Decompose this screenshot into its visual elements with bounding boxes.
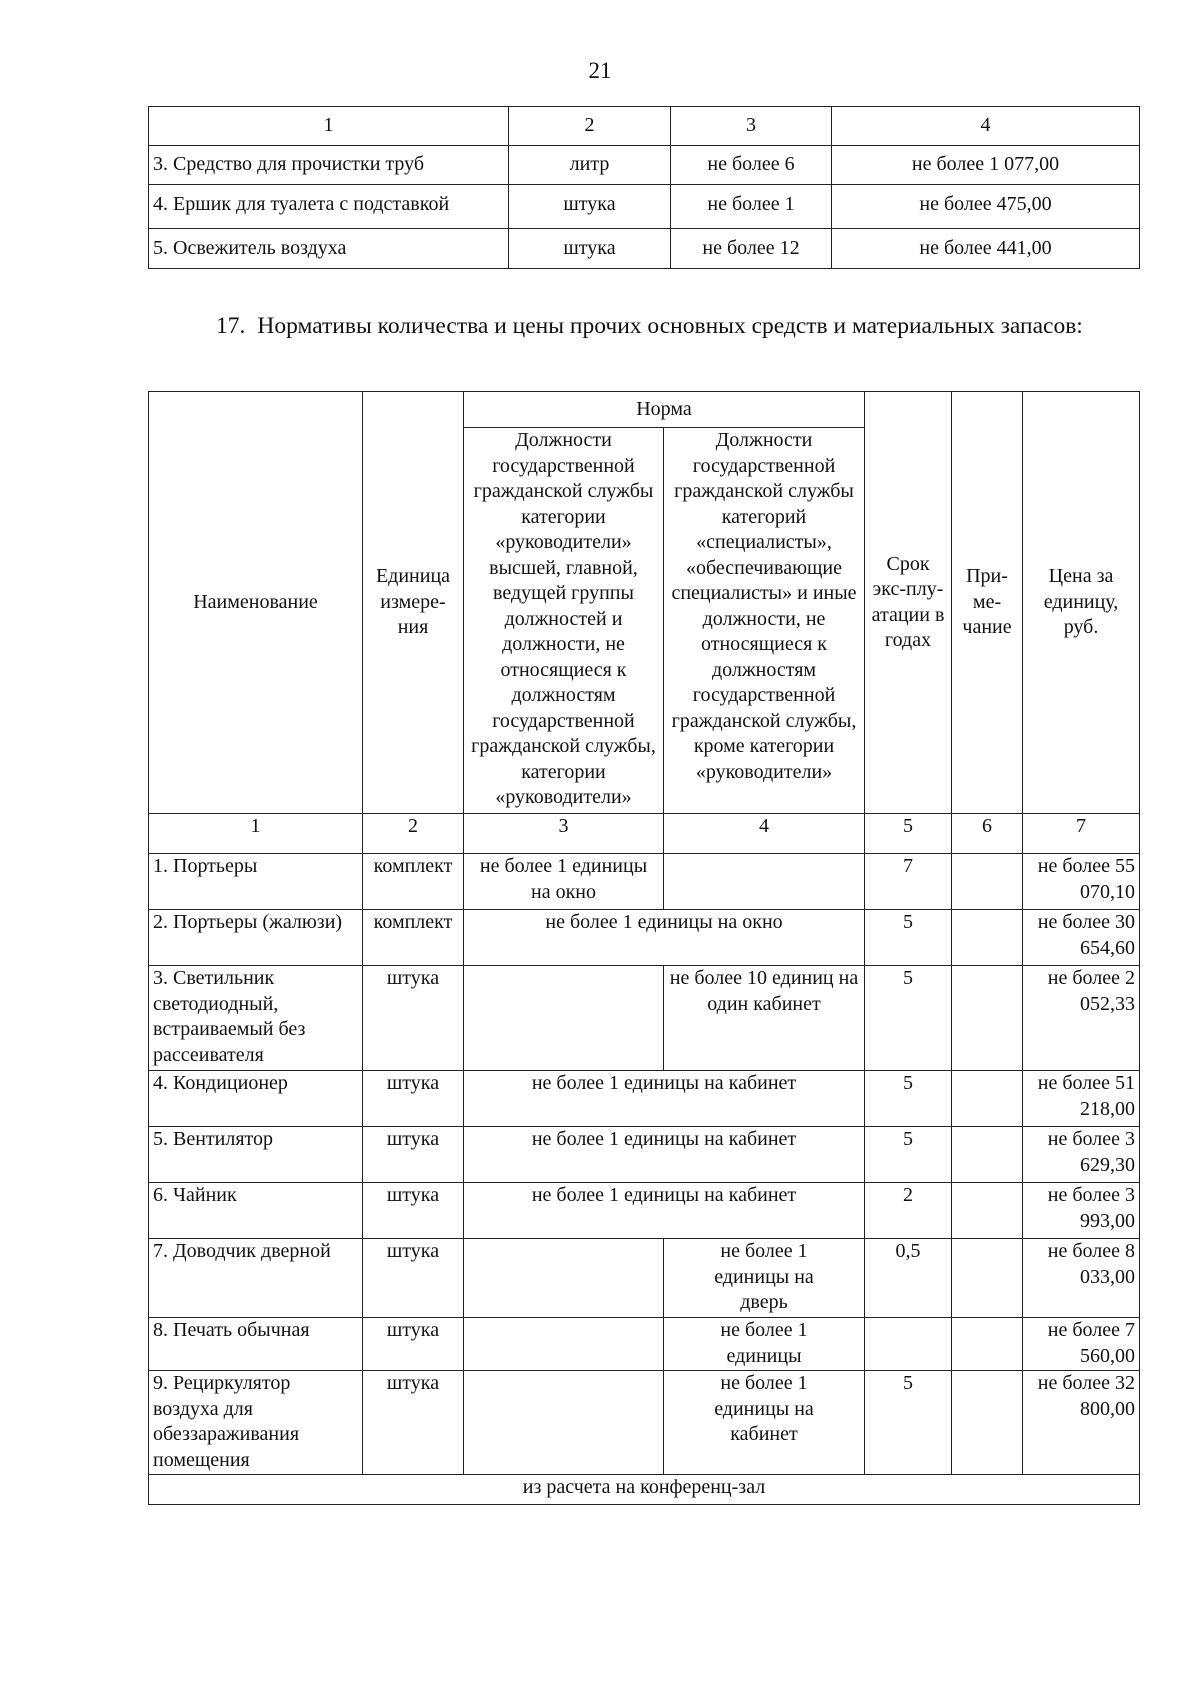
item-unit: штука	[363, 1183, 464, 1239]
norm-merged: не более 1 единицы на кабинет	[464, 1183, 865, 1239]
item-name: 3. Светильник светодиодный, встраиваемый без рассеивателя	[149, 966, 363, 1071]
item-quantity: не более 6	[671, 146, 832, 185]
table-row	[149, 966, 1140, 1071]
norm-merged: не более 1 единицы на кабинет	[464, 1127, 865, 1183]
item-unit: штука	[363, 1239, 464, 1318]
norm-specialists	[664, 854, 865, 910]
item-name: 7. Доводчик дверной	[149, 1239, 363, 1318]
item-unit: штука	[363, 1071, 464, 1127]
col-number: 4	[832, 107, 1140, 146]
table-fixed-assets	[148, 391, 1140, 1505]
norm-merged: не более 1 единицы на кабинет	[464, 1071, 865, 1127]
item-unit: штука	[363, 966, 464, 1071]
col-number: 5	[865, 814, 952, 854]
column-number-row	[149, 814, 1140, 854]
item-name: 5. Освежитель воздуха	[149, 229, 509, 269]
norm-leaders	[464, 1239, 664, 1318]
item-price: не более 441,00	[832, 229, 1140, 269]
page-number: 21	[588, 58, 612, 83]
header-norma: Норма	[464, 392, 865, 428]
item-unit: комплект	[363, 910, 464, 966]
item-unit: штука	[509, 185, 671, 229]
norm-leaders	[464, 1318, 664, 1371]
table-row	[149, 1318, 1140, 1371]
item-term: 5	[865, 1071, 952, 1127]
norm-specialists: не более 10 единиц на один кабинет	[664, 966, 865, 1071]
item-unit: штука	[363, 1127, 464, 1183]
header-name: Наименование	[149, 392, 363, 814]
item-name: 4. Ершик для туалета с подставкой	[149, 185, 509, 229]
col-number: 3	[464, 814, 664, 854]
table-header-row	[149, 107, 1140, 146]
item-note	[952, 1071, 1023, 1127]
table-row	[149, 1239, 1140, 1318]
norm-specialists: не более 1 единицы на дверь	[664, 1239, 865, 1318]
item-unit: штука	[509, 229, 671, 269]
item-price: не более 8 033,00	[1023, 1239, 1140, 1318]
item-quantity: не более 12	[671, 229, 832, 269]
table-row	[149, 910, 1140, 966]
header-term: Срок экс-плу-атации в годах	[865, 392, 952, 814]
item-price: не более 32 800,00	[1023, 1371, 1140, 1475]
col-number: 6	[952, 814, 1023, 854]
table-row	[149, 146, 1140, 185]
norm-merged: не более 1 единицы на окно	[464, 910, 865, 966]
norm-leaders	[464, 966, 664, 1071]
table-row	[149, 1183, 1140, 1239]
item-term: 0,5	[865, 1239, 952, 1318]
col-number: 3	[671, 107, 832, 146]
item-unit: литр	[509, 146, 671, 185]
norm-leaders: не более 1 единицы на окно	[464, 854, 664, 910]
section-text: Нормативы количества и цены прочих основных средств и материальных запасов:	[257, 313, 1083, 339]
table-row	[149, 1127, 1140, 1183]
col-number: 1	[149, 814, 363, 854]
item-name: 5. Вентилятор	[149, 1127, 363, 1183]
item-price: не более 2 052,33	[1023, 966, 1140, 1071]
item-term: 7	[865, 854, 952, 910]
item-name: 8. Печать обычная	[149, 1318, 363, 1371]
col-number: 2	[363, 814, 464, 854]
item-name: 1. Портьеры	[149, 854, 363, 910]
item-quantity: не более 1	[671, 185, 832, 229]
item-term: 5	[865, 1127, 952, 1183]
item-price: не более 3 993,00	[1023, 1183, 1140, 1239]
item-price: не более 7 560,00	[1023, 1318, 1140, 1371]
item-price: не более 30 654,60	[1023, 910, 1140, 966]
table-footer-note: из расчета на конференц-зал	[149, 1475, 1140, 1505]
item-unit: штука	[363, 1371, 464, 1475]
col-number: 7	[1023, 814, 1140, 854]
table-row	[149, 185, 1140, 229]
item-name: 3. Средство для прочистки труб	[149, 146, 509, 185]
item-name: 4. Кондиционер	[149, 1071, 363, 1127]
item-unit: комплект	[363, 854, 464, 910]
item-price: не более 1 077,00	[832, 146, 1140, 185]
item-price: не более 51 218,00	[1023, 1071, 1140, 1127]
section-number: 17.	[216, 313, 246, 339]
table-row	[149, 1371, 1140, 1475]
item-term	[865, 1318, 952, 1371]
norm-leaders	[464, 1371, 664, 1475]
item-price: не более 3 629,30	[1023, 1127, 1140, 1183]
item-price: не более 55 070,10	[1023, 854, 1140, 910]
item-term: 5	[865, 1371, 952, 1475]
col-number: 2	[509, 107, 671, 146]
table-row	[149, 854, 1140, 910]
table-row	[149, 1071, 1140, 1127]
norm-specialists: не более 1 единицы	[664, 1318, 865, 1371]
col-number: 4	[664, 814, 865, 854]
item-term: 5	[865, 966, 952, 1071]
item-note	[952, 1127, 1023, 1183]
table-row	[149, 229, 1140, 269]
header-price: Цена за единицу, руб.	[1023, 392, 1140, 814]
col-number: 1	[149, 107, 509, 146]
item-note	[952, 1239, 1023, 1318]
item-unit: штука	[363, 1318, 464, 1371]
norm-specialists: не более 1 единицы на кабинет	[664, 1371, 865, 1475]
item-price: не более 475,00	[832, 185, 1140, 229]
item-note	[952, 910, 1023, 966]
table-cleaning-supplies	[148, 106, 1140, 269]
item-note	[952, 966, 1023, 1071]
header-row-top	[149, 392, 1140, 428]
section-paragraph	[143, 310, 1143, 342]
item-name: 6. Чайник	[149, 1183, 363, 1239]
item-term: 5	[865, 910, 952, 966]
item-name: 9. Рециркулятор воздуха для обеззараживания помещения	[149, 1371, 363, 1475]
item-note	[952, 854, 1023, 910]
header-category-leaders: Должности государственной гражданской службы категории «руководители» высшей, главной, ведущей группы должностей и должности, не относящиеся к должностям государственной гражданской службы, категории «руководители»	[464, 428, 664, 814]
item-note	[952, 1371, 1023, 1475]
item-note	[952, 1318, 1023, 1371]
item-name: 2. Портьеры (жалюзи)	[149, 910, 363, 966]
item-term: 2	[865, 1183, 952, 1239]
item-note	[952, 1183, 1023, 1239]
header-note: При-ме-чание	[952, 392, 1023, 814]
header-unit: Единица измере-ния	[363, 392, 464, 814]
header-category-specialists: Должности государственной гражданской службы категорий «специалисты», «обеспечивающие специалисты» и иные должности, не относящиеся к должностям государственной гражданской службы, кроме категории «руководители»	[664, 428, 865, 814]
table-footer-row	[149, 1475, 1140, 1505]
